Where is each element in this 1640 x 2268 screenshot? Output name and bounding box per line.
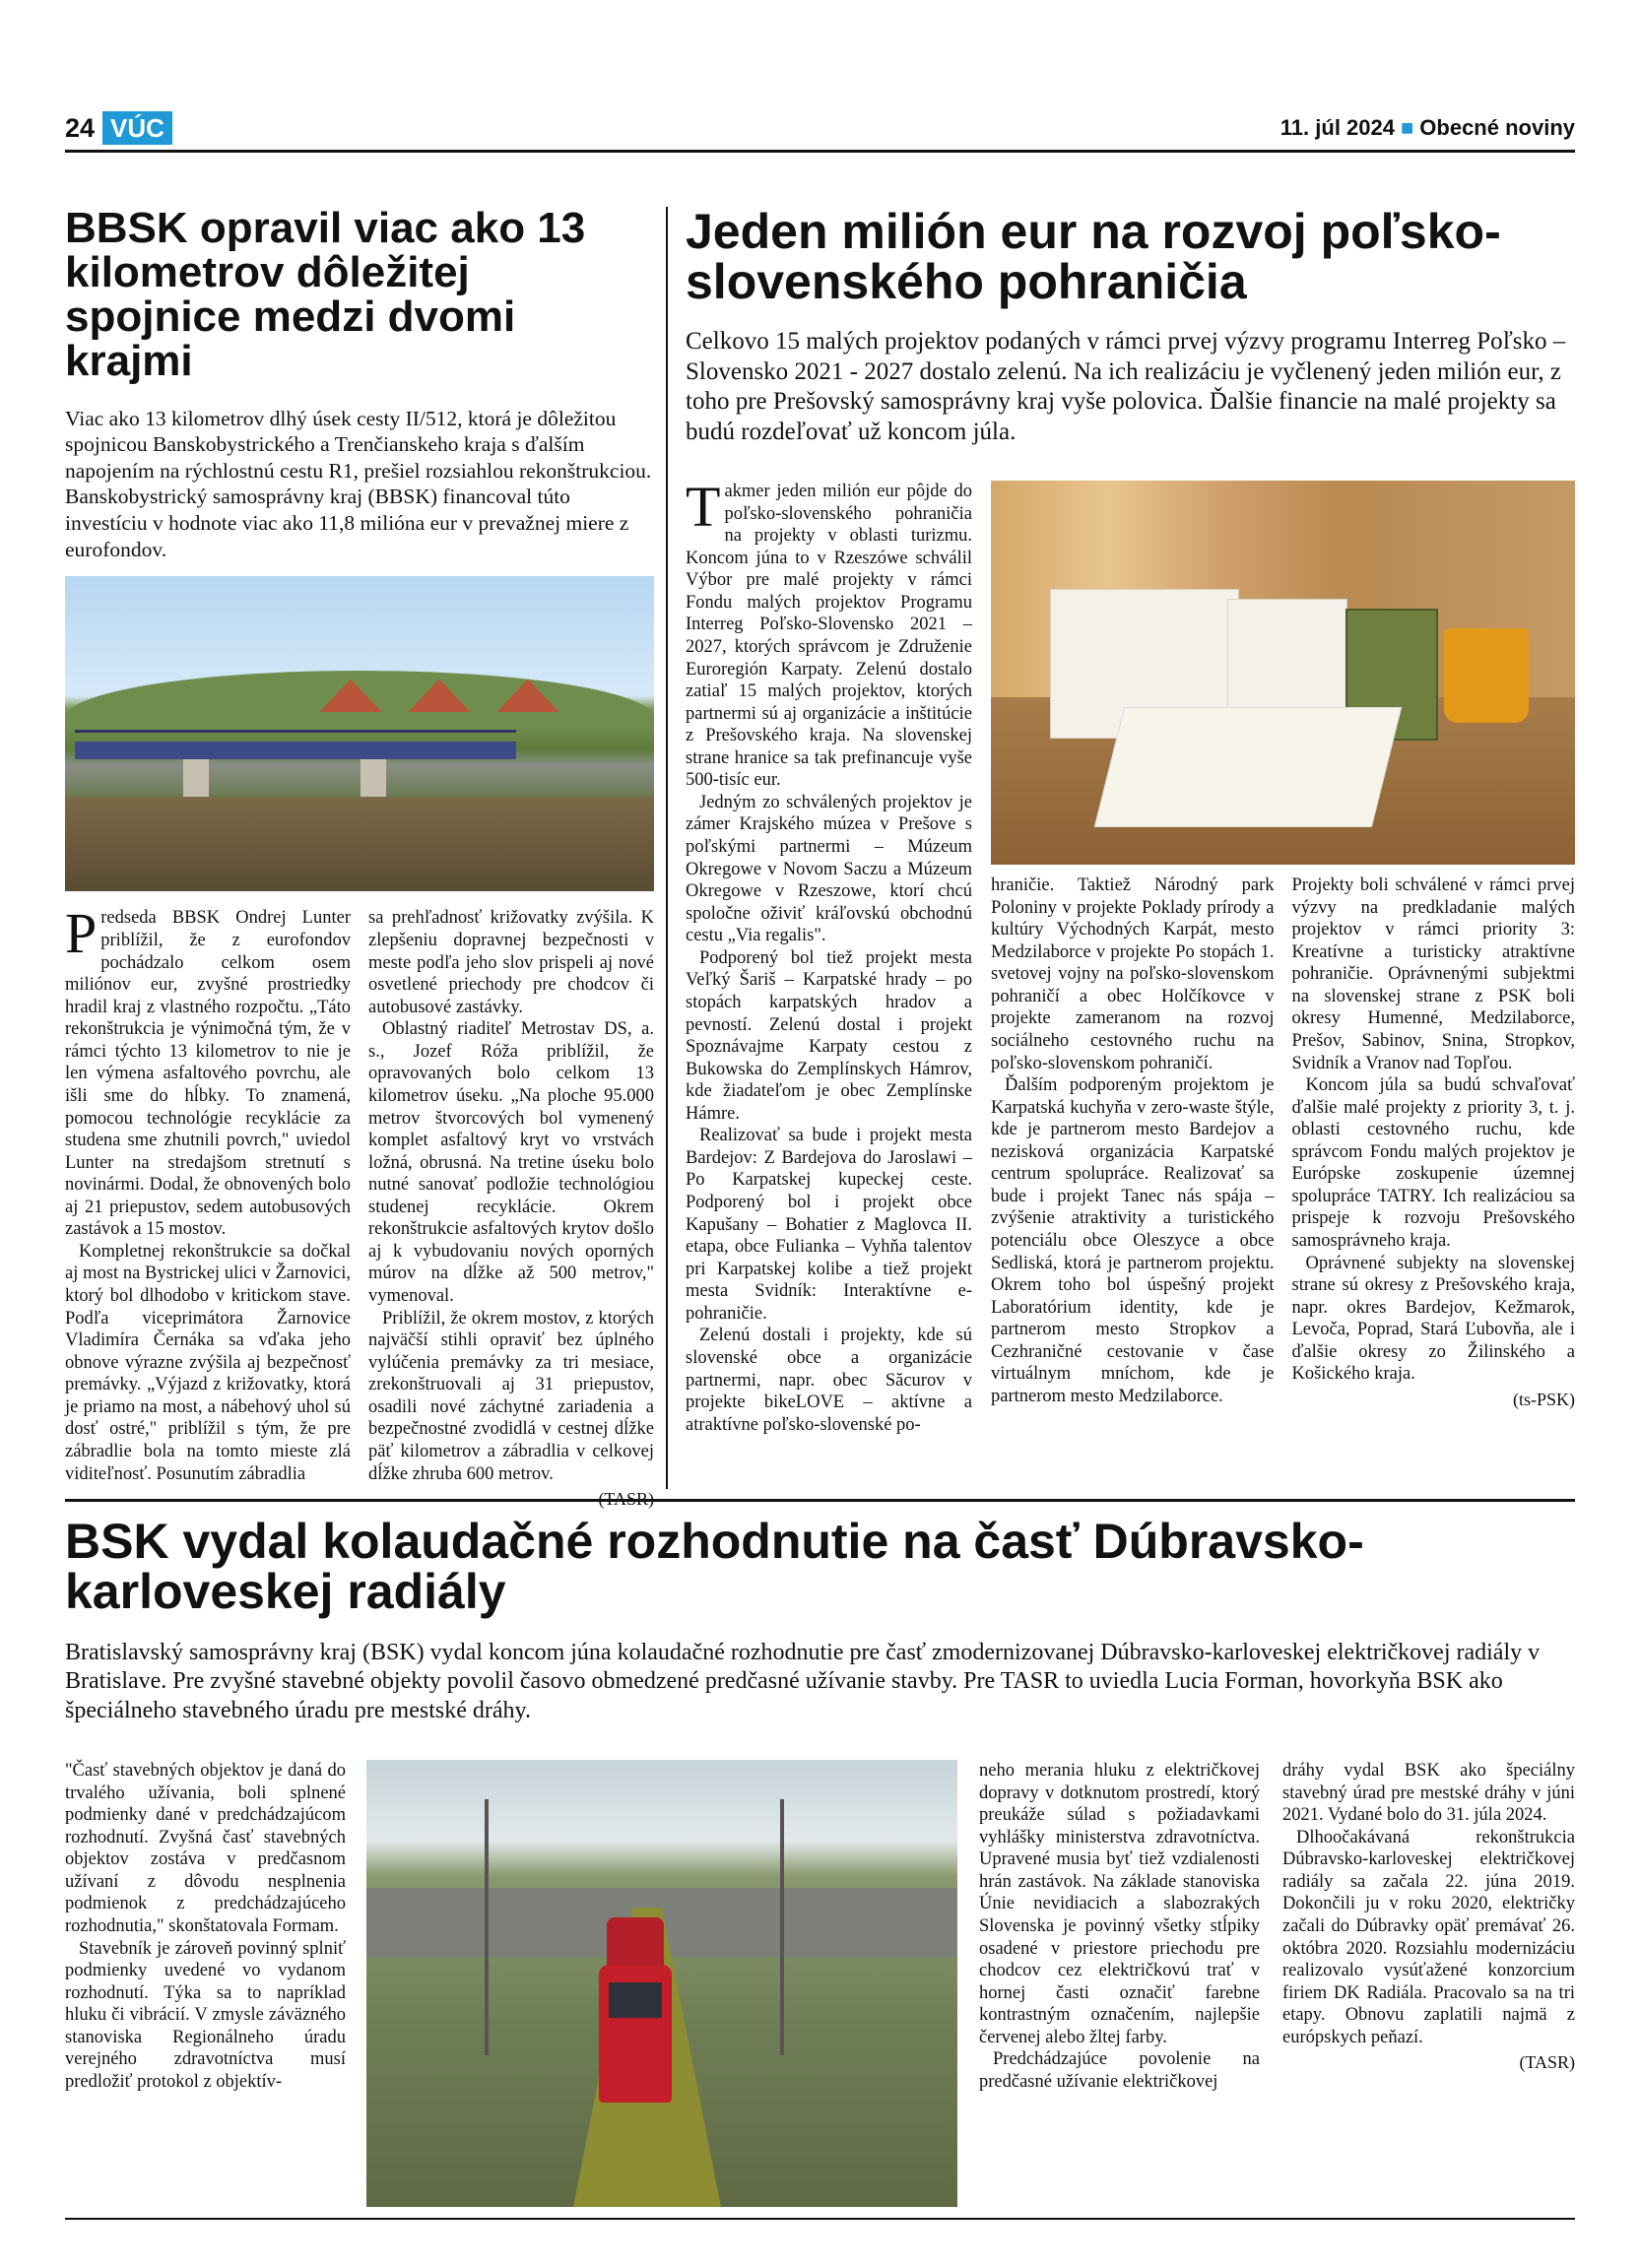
photo-pole	[780, 1799, 784, 2055]
photo-open-brochure	[1094, 707, 1402, 827]
article-column	[1292, 875, 1576, 1411]
article-column	[686, 475, 972, 1436]
page-number: 24	[65, 112, 96, 143]
paragraph: redseda BBSK Ondrej Lunter priblížil, že z eurofondov pochádzalo celkom osem miliónov eur, zvyšné prostriedky hradil kraj z vlastného rozpočtu. „Táto rekonštrukcia je výnimočná tým, že v rámci týchto 13 kilometrov to nie je len výmena asfaltového povrchu, ale išli sme do hĺbky. To znamená, pomocou technológie recyklácie za studena sme zhutnili povrch," uviedol Lunter na stredajšom stretnutí s novinármi. Dodal, že obnovených bolo aj 21 priepustov, sedem autobusových zastávok a 15 mostov.	[65, 908, 351, 1240]
column-divider	[666, 207, 668, 1489]
article-headline: BBSK opravil viac ako 13 kilometrov dôležitej spojnice medzi dvomi krajmi	[65, 204, 586, 385]
paragraph: Priblížil, že okrem mostov, z ktorých najväčší stihli opraviť bez úplného vylúčenia premávky za tri mesiace, zrekonštruovali aj 31 priepustov, osadili nové záchytné zariadenia a bezpečnostné zvodidlá v cestnej dĺžke päť kilometrov a zábradlia v celkovej dĺžke zhruba 600 metrov.	[368, 1308, 654, 1484]
paragraph: Predchádzajúce povolenie na predčasné užívanie električkovej	[979, 2049, 1260, 2092]
paragraph: akmer jeden milión eur pôjde do poľsko-slovenského pohraničia na projekty v oblasti turizmu. Koncom júna to v Rzeszówe schválil Výbor pre malé projekty v rámci Fondu malých projektov Programu Interreg Poľsko-Slovensko 2021 – 2027, ktorých správcom je Združenie Euroregión Karpaty. Zelenú dostalo zatiaľ 15 malých projektov, ktorých partnermi sú aj organizácie a inštitúcie z Prešovského kraja. Na slovenskej strane hranice sa tak prefinancuje vyše 500-tisíc eur.	[686, 482, 972, 791]
paragraph: "Časť stavebných objektov je daná do trvalého užívania, boli splnené podmienky dané v predchádzajúcom rozhodnutí. Zvyšná časť stavebných objektov zostáva v predčasnom užívaní z dôvodu nesplnenia podmienok z predchádzajúceho rozhodnutia," skonštatovala Formam.	[65, 1761, 346, 1936]
paragraph: Realizovať sa bude i projekt mesta Bardejov: Z Bardejova do Jaroslawi – Po Karpatskej kupeckej ceste. Podporený bol i projekt obce Kapušany – Bohatier z Maglovca II. etapa, obce Fulianka – Vyhňa talentov pri Karpatskej kolibe a tiež projekt mesta Svidník: Interaktívne e-pohraničie.	[686, 1126, 972, 1324]
paragraph: Koncom júla sa budú schvaľovať ďalšie malé projekty z priority 3, t. j. oblasti cestovného ruchu, kde správcom Fondu malých projektov je Európske zoskupenie územnej spolupráce TATRY. Ich realizáciou sa prispeje k rozvoju Prešovského samosprávneho kraja.	[1291, 1075, 1575, 1251]
section-divider	[65, 1499, 1575, 1502]
paragraph: Oblastný riaditeľ Metrostav DS, a. s., Jozef Róža priblížil, že opravovaných bolo celkom 13 kilometrov úseku. „Na ploche 95.000 metrov štvorcových bol vymenený komplet asfaltový kryt vo vrstvách ložná, obrusná. Na tretine úseku bolo nutné sanovať podložie technológiou studenej recyklácie. Okrem rekonštrukcie asfaltových krytov došlo aj k vybudovaniu nových oporných múrov na dĺžke až 500 metrov," vymenoval.	[368, 1019, 654, 1306]
paragraph: Stavebník je zároveň povinný splniť podmienky uvedené vo vydanom rozhodnutí. Týka sa to napríklad hluku či vibrácií. V zmysle záväzného stanoviska Regionálneho úradu verejného zdravotníctva musí predložiť protokol z objektív-	[65, 1938, 346, 2092]
article-bsk-tram	[65, 1514, 1575, 1725]
article-column	[1282, 1760, 1575, 2074]
article-column	[65, 901, 351, 1511]
article-lead: Celkovo 15 malých projektov podaných v rámci prvej výzvy programu Interreg Poľsko – Slovensko 2021 - 2027 dostalo zelenú. Na ich realizáciu je vyčlenený jeden milión eur, z toho pre Prešovský samosprávny kraj vyše polovica. Ďalšie financie na malé projekty sa budú rozdeľovať už koncom júla.	[686, 328, 1566, 445]
article-bbsk-road	[65, 204, 654, 1511]
photo-river	[65, 797, 654, 891]
paragraph: hraničie. Taktiež Národný park Poloniny v projekte Poklady prírody a kultúry Východných Karpát, mesto Medzilaborce v projekte Po stopách 1. svetovej vojny na poľsko-slovenskom pohraničí a obec Holčíkovce v projekte zameranom na rozvoj sociálneho cestovného ruchu na poľsko-slovenskom pohraničí.	[991, 875, 1275, 1073]
section-tag: VÚC	[102, 111, 172, 145]
bottom-divider	[65, 2218, 1575, 2220]
article-column	[979, 1760, 1260, 2093]
photo-mug	[1444, 628, 1529, 723]
paragraph: sa prehľadnosť križovatky zvýšila. K zlepšeniu dopravnej bezpečnosti v meste podľa jeho slov prispeli aj nové osvetlené priechody pre chodcov či autobusové zastávky.	[368, 908, 654, 1017]
article-headline: BSK vydal kolaudačné rozhodnutie na časť Dúbravsko-karloveskej radiály	[65, 1514, 1364, 1619]
masthead-info	[1280, 115, 1575, 141]
article-lead: Viac ako 13 kilometrov dlhý úsek cesty II/512, ktorá je dôležitou spojnicou Banskobystrického a Trenčianskeho kraja s ďalším napojením na rýchlostnú cestu R1, prešiel rozsiahlou rekonštrukciou. Banskobystrický samosprávny kraj (BBSK) financoval túto investíciu v hodnote viac ako 11,8 milióna eur v prevažnej miere z eurofondov.	[65, 406, 652, 561]
paragraph: Dlhoočakávaná rekonštrukcia Dúbravsko-karloveskej električkovej radiály sa začala 22. júna 2019. Dokončili ju v roku 2020, električky začali do Dúbravky opäť premávať 26. októbra 2020. Rozsiahlu modernizáciu realizovalo vysúťažené konzorcium firiem DK Radiála. Pracovalo sa na tri etapy. Obnovu zaplatili najmä z európskych peňazí.	[1282, 1827, 1575, 2047]
paragraph: Projekty boli schválené v rámci prvej výzvy na predkladanie malých projektov v rámci priority 3: Kreatívne a turisticky atraktívne pohraničie. Oprávnenými subjektmi na slovenskej strane z PSK boli okresy Humenné, Medzilaborce, Prešov, Sabinov, Snina, Stropkov, Svidník a Vranov nad Topľou.	[1291, 875, 1575, 1073]
article-lower-columns	[991, 875, 1575, 1411]
dropcap: P	[65, 901, 98, 966]
photo-tram-window	[609, 1982, 662, 2018]
publication-name: Obecné noviny	[1419, 115, 1575, 140]
paragraph: dráhy vydal BSK ako špeciálny stavebný úrad pre mestské dráhy v júni 2021. Vydané bolo do 31. júla 2024.	[1282, 1761, 1575, 1826]
tram-photo	[366, 1760, 957, 2207]
article-column	[368, 907, 654, 1511]
article-interreg	[686, 204, 1575, 447]
issue-date: 11. júl 2024	[1279, 115, 1395, 140]
article-headline: Jeden milión eur na rozvoj poľsko-slovenského pohraničia	[686, 204, 1501, 309]
photo-tram-rear	[607, 1917, 664, 1969]
paragraph: Oprávnené subjekty na slovenskej strane sú okresy z Prešovského kraja, napr. okres Bardejov, Kežmarok, Levoča, Poprad, Stará Ľubovňa, ale i ďalšie okresy zo Žilinského a Košického kraja.	[1291, 1253, 1575, 1385]
article-column	[65, 1760, 346, 2093]
separator-dot: ■	[1400, 115, 1414, 140]
paragraph: Ďalším podporeným projektom je Karpatská kuchyňa v zero-waste štýle, kde je partnerom mesto Bardejov a nezisková organizácia Karpatské centrum spolupráce. Realizovať sa bude i projekt Tanec nás spája – zvýšenie atraktivity a turistického potenciálu obce Oleszyce a obce Sedliská, ktorá je partnerom projektu. Okrem toho bol úspešný projekt Laboratórium identity, kde je partnerom mesto Stropkov a Cezhraničné cestovanie v čase virtuálnym mníchom, kde je partnerom mesto Medzilaborce.	[991, 1075, 1275, 1406]
bridge-photo	[65, 576, 654, 891]
article-lead: Bratislavský samosprávny kraj (BSK) vydal koncom júna kolaudačné rozhodnutie pre časť zmodernizovanej Dúbravsko-karloveskej električkovej radiály v Bratislave. Pre zvyšné stavebné objekty povolil časovo obmedzené predčasné užívanie stavby. Pre TASR to uviedla Lucia Forman, hovorkyňa BSK ako špeciálneho stavebného úradu pre mestské dráhy.	[65, 1640, 1541, 1723]
masthead	[65, 106, 1575, 153]
brochures-photo	[991, 481, 1575, 865]
paragraph: Podporený bol tiež projekt mesta Veľký Šariš – Karpatské hrady – po stopách karpatských hradov a pevností. Zelenú dostal i projekt Spoznávajme Karpaty cestou z Bukowska do Zemplínskych Hámrov, kde žiadateľom je obec Zemplínske Hámre.	[686, 947, 972, 1124]
paragraph: Jedným zo schválených projektov je zámer Krajského múzea v Prešove s poľskými partnermi – Múzeum Okregowe v Novom Saczu a Múzeum Okregowe v Rzeszowe, ktorí chcú spoločne oživiť kráľovskú obchodnú cestu „Via regalis".	[686, 792, 972, 946]
photo-bridge-deck	[75, 742, 516, 759]
paragraph: neho merania hluku z električkovej dopravy v dotknutom prostredí, ktorý preukáže súlad s požiadavkami vyhlášky ministerstva zdravotníctva. Upravené musia byť tiež vzdialenosti hrán zastávok. Na základe stanoviska Únie nevidiacich a slabozrakých Slovenska je povinný všetky stĺpiky osadené v priestore priechodu pre chodcov cez električkovú trať v hornej časti označiť farebne kontrastným označením, najlepšie červenej alebo žltej farby.	[979, 1761, 1260, 2047]
article-column	[991, 875, 1275, 1411]
article-signature: (TASR)	[1519, 2052, 1575, 2073]
dropcap: T	[686, 475, 721, 539]
photo-pole	[485, 1799, 489, 2055]
paragraph: Zelenú dostali i projekty, kde sú slovenské obce a organizácie partnermi, napr. obec Săcurov v projekte bikeLOVE – aktívne a atraktívne poľsko-slovenské po-	[686, 1326, 972, 1435]
article-signature: (ts-PSK)	[1512, 1389, 1575, 1409]
paragraph: Kompletnej rekonštrukcie sa dočkal aj most na Bystrickej ulici v Žarnovici, ktorý bol dlhodobo v kritickom stave. Podľa viceprimátora Žarnovice Vladimíra Černáka sa vďaka jeho obnove výrazne zvýšila aj bezpečnosť premávky. „Výjazd z križovatky, ktorá je priamo na most, a nábehový uhol sú dosť ostré," priblížil s tým, že pre zábradlie bola na tomto mieste zlá viditeľnosť. Posunutím zábradlia	[65, 1241, 351, 1484]
